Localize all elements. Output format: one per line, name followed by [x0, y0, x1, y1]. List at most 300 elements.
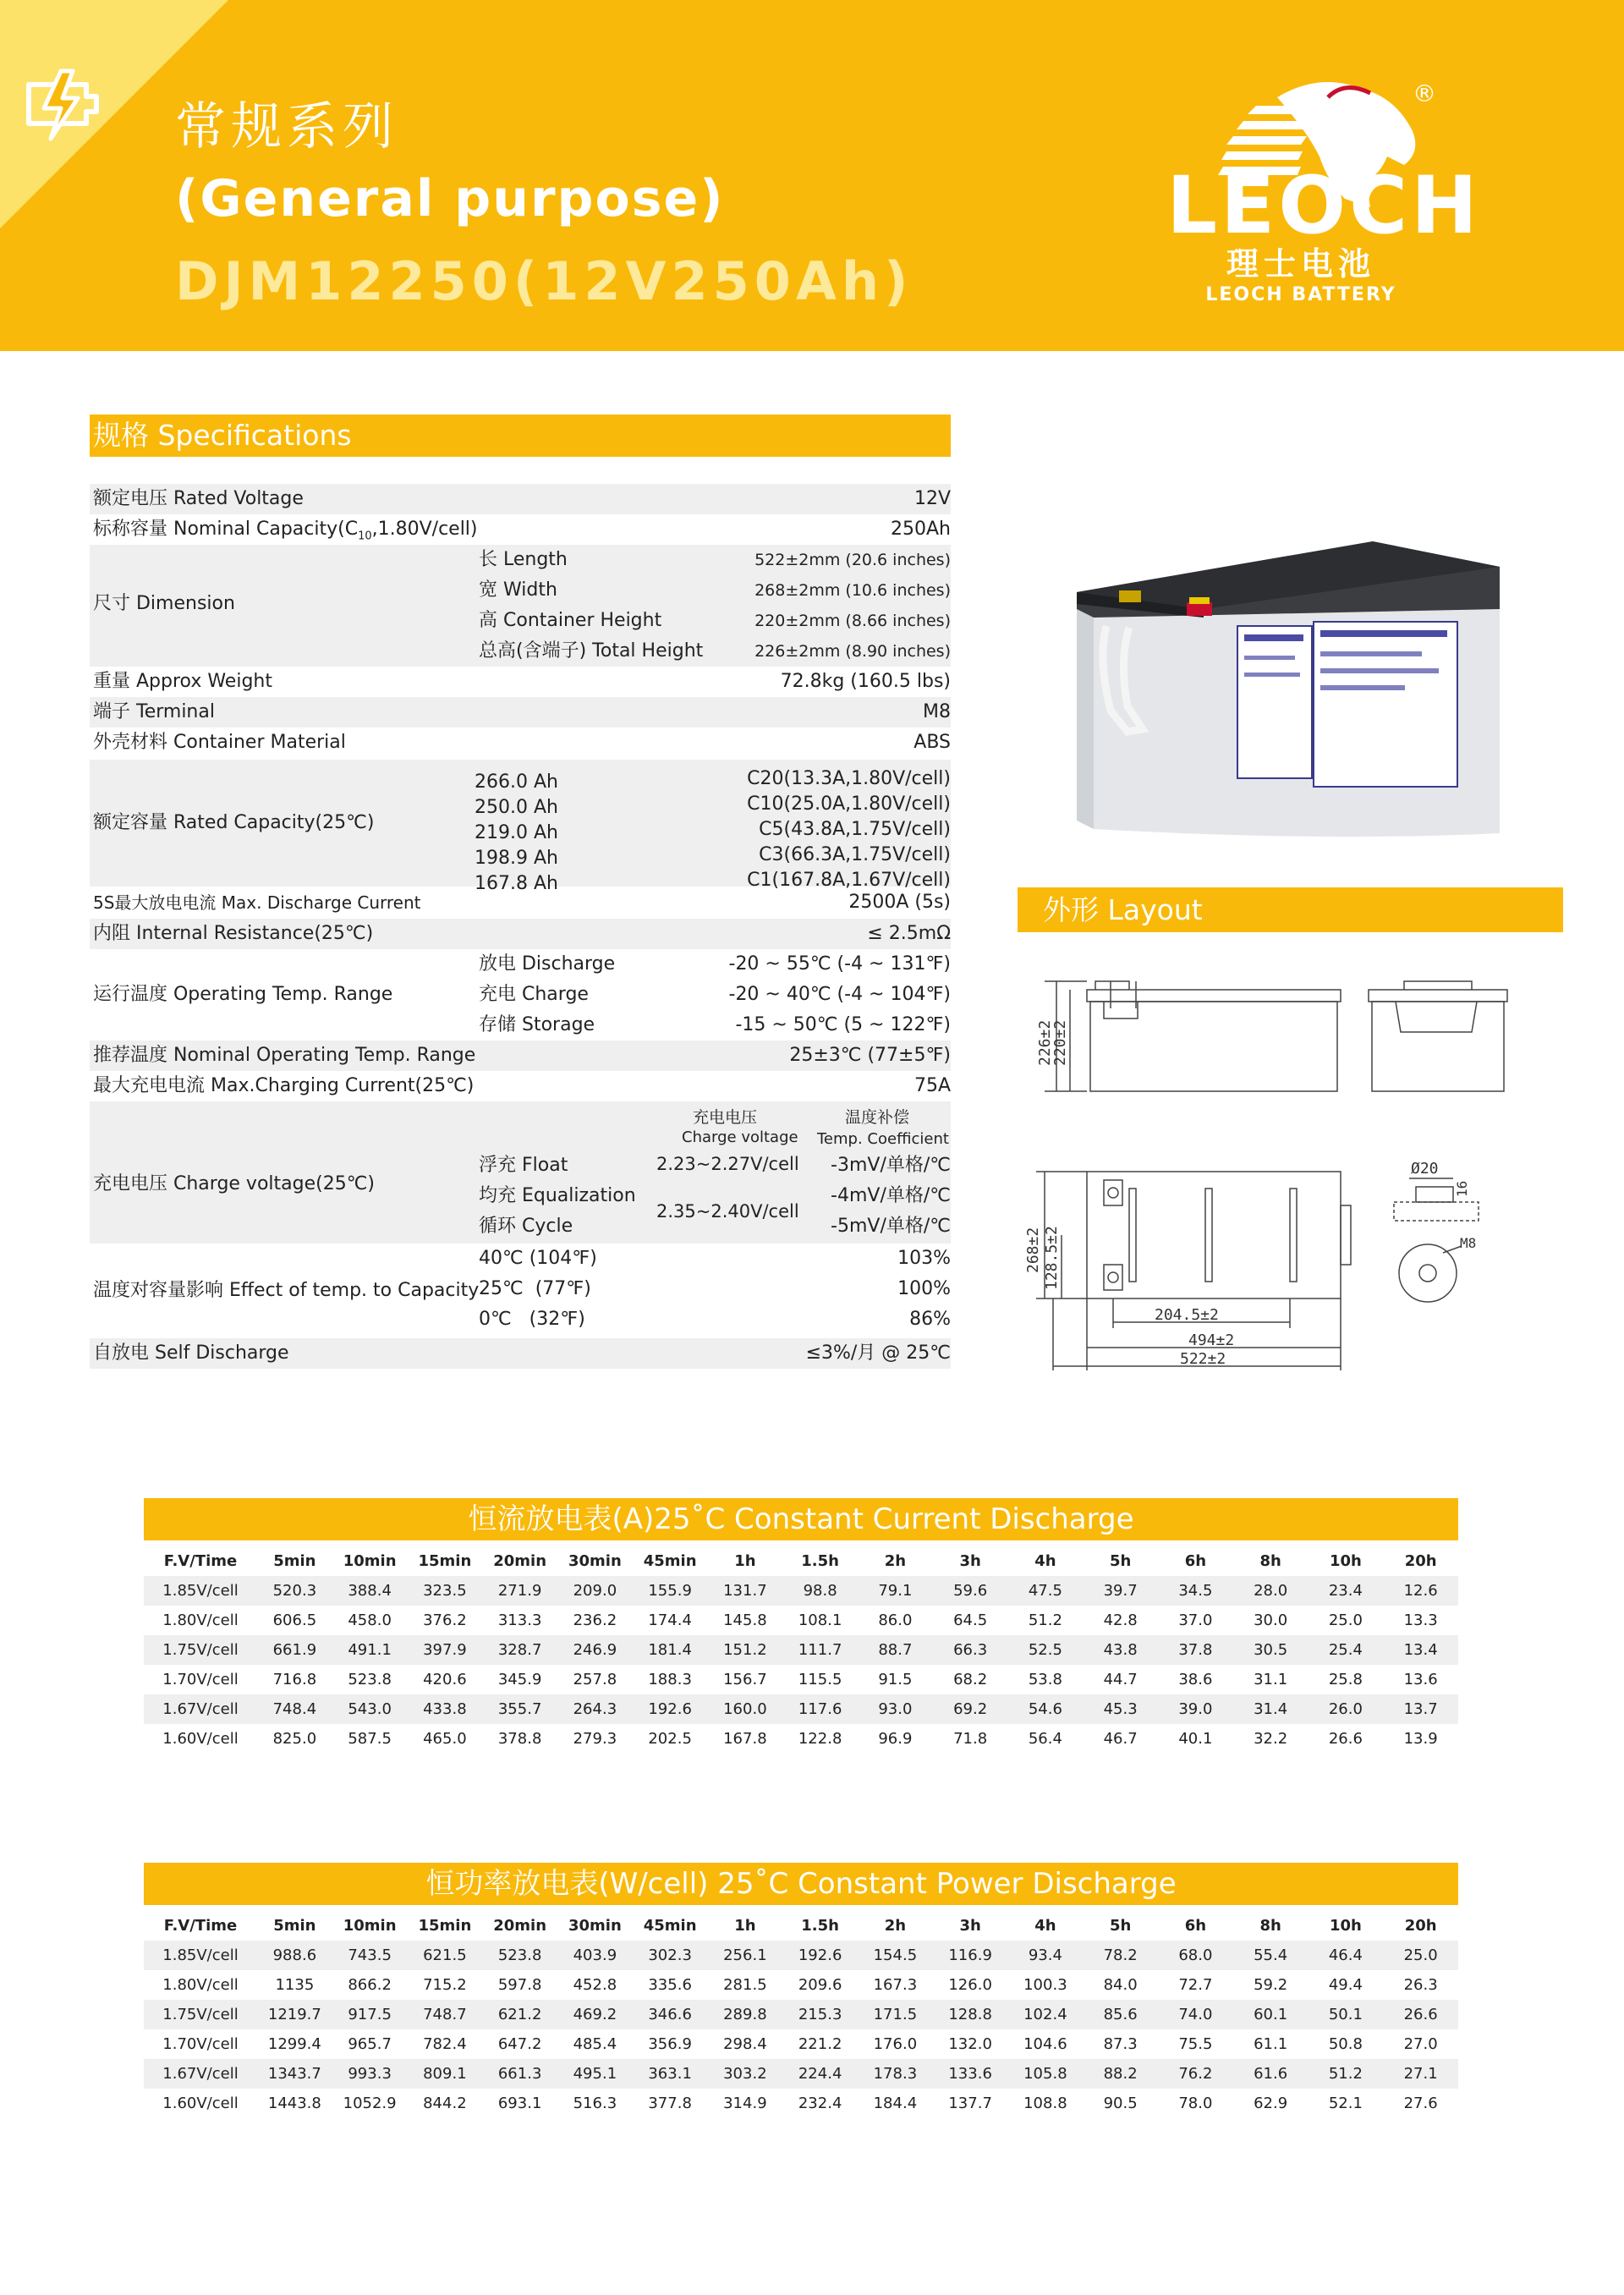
table-cell: 866.2 — [348, 1976, 392, 1994]
table-cell: 192.6 — [798, 1946, 842, 1964]
table-cell: 30.0 — [1254, 1611, 1288, 1629]
cycle-coef: -5mV/单格/℃ — [831, 1216, 951, 1237]
table-cell: 355.7 — [497, 1700, 542, 1718]
dim-container-height: 220±2 — [1051, 1019, 1069, 1066]
table-cell: 809.1 — [423, 2065, 467, 2083]
table-cell: 76.2 — [1178, 2065, 1213, 2083]
table-cell: 256.1 — [723, 1946, 767, 1964]
table-cell: 917.5 — [348, 2006, 392, 2023]
cycle-label: 循环 Cycle — [479, 1216, 573, 1237]
table-cell: 232.4 — [798, 2095, 842, 2112]
capacity-rate: C20(13.3A,1.80V/cell) — [747, 768, 951, 789]
spec-value: 2500A (5s) — [848, 892, 951, 913]
table-cell: 133.6 — [948, 2065, 992, 2083]
table-cell: 84.0 — [1103, 1976, 1138, 1994]
temp-coef-col-cn: 温度补偿 — [845, 1108, 910, 1127]
table-header-cell: F.V/Time — [163, 1917, 238, 1935]
table-cell: 621.2 — [497, 2006, 542, 2023]
table-cell: 79.1 — [878, 1582, 913, 1600]
table-cell: 965.7 — [348, 2035, 392, 2053]
table-row — [144, 1970, 1458, 2000]
spec-label: 端子 Terminal — [93, 701, 215, 722]
table-cell: 1.75V/cell — [162, 2006, 239, 2023]
spec-value: 75A — [914, 1075, 951, 1096]
table-cell: 621.5 — [423, 1946, 467, 1964]
table-header-cell: 4h — [1034, 1917, 1056, 1935]
table-header-cell: 10min — [343, 1917, 397, 1935]
float-coef: -3mV/单格/℃ — [831, 1155, 951, 1176]
table-cell: 606.5 — [272, 1611, 317, 1629]
dimension-height-label: 高 Container Height — [479, 610, 662, 631]
spec-label: 重量 Approx Weight — [93, 671, 272, 692]
table-cell: 1.70V/cell — [162, 2035, 239, 2053]
table-cell: 403.9 — [573, 1946, 617, 1964]
table-cell: 1.67V/cell — [162, 2065, 239, 2083]
table-cell: 87.3 — [1103, 2035, 1138, 2053]
table-cell: 160.0 — [723, 1700, 767, 1718]
brand-en: LEOCH BATTERY — [1205, 284, 1396, 305]
table-cell: 93.0 — [878, 1700, 913, 1718]
table-cell: 171.5 — [873, 2006, 918, 2023]
table-cell: 26.0 — [1328, 1700, 1363, 1718]
dimension-total-height-value: 226±2mm (8.90 inches) — [754, 642, 951, 661]
table-header-cell: 1.5h — [801, 1917, 839, 1935]
table-cell: 188.3 — [648, 1671, 692, 1688]
table-cell: 458.0 — [348, 1611, 392, 1629]
table-row — [144, 2059, 1458, 2089]
table-cell: 78.0 — [1178, 2095, 1213, 2112]
spec-value: 72.8kg (160.5 lbs) — [780, 671, 951, 692]
table-cell: 59.6 — [953, 1582, 988, 1600]
table-cell: 45.3 — [1103, 1700, 1138, 1718]
brand-wordmark: LEOCH — [1166, 160, 1481, 252]
table-row — [144, 1694, 1458, 1724]
table-cell: 661.9 — [272, 1641, 317, 1659]
dim-thread: M8 — [1460, 1235, 1477, 1251]
capacity-value: 266.0 Ah — [475, 771, 558, 793]
table-cell: 328.7 — [497, 1641, 542, 1659]
table-cell: 31.4 — [1254, 1700, 1288, 1718]
table-cell: 51.2 — [1328, 2065, 1363, 2083]
table-cell: 825.0 — [272, 1730, 317, 1748]
table-cell: 108.8 — [1023, 2095, 1067, 2112]
table-cell: 115.5 — [798, 1671, 842, 1688]
table-cell: 661.3 — [497, 2065, 542, 2083]
table-header-cell: 1.5h — [801, 1552, 839, 1570]
table-cell: 69.2 — [953, 1700, 988, 1718]
float-voltage: 2.23~2.27V/cell — [656, 1154, 799, 1174]
table-cell: 50.8 — [1328, 2035, 1363, 2053]
table-cell: 90.5 — [1103, 2095, 1138, 2112]
table-cell: 132.0 — [948, 2035, 992, 2053]
table-cell: 271.9 — [497, 1582, 542, 1600]
table-cell: 116.9 — [948, 1946, 992, 1964]
table-cell: 60.1 — [1254, 2006, 1288, 2023]
temp-effect-label: 40℃ (104℉) — [479, 1248, 597, 1269]
table-cell: 93.4 — [1028, 1946, 1062, 1964]
spec-label: 额定电压 Rated Voltage — [93, 488, 304, 509]
table-row — [144, 1576, 1458, 1606]
table-header-cell: 30min — [568, 1917, 622, 1935]
table-cell: 221.2 — [798, 2035, 842, 2053]
spec-value: 12V — [914, 488, 951, 509]
table-cell: 56.4 — [1028, 1730, 1062, 1748]
table-cell: 174.4 — [648, 1611, 692, 1629]
table-header-cell: 10h — [1329, 1917, 1362, 1935]
table-cell: 452.8 — [573, 1976, 617, 1994]
spec-row-operating-temp — [90, 949, 951, 1040]
table-cell: 52.5 — [1028, 1641, 1062, 1659]
table-header-cell: 5h — [1109, 1552, 1132, 1570]
table-cell: 420.6 — [423, 1671, 467, 1688]
top-view-drawing — [1019, 1155, 1374, 1375]
spec-label: 运行温度 Operating Temp. Range — [93, 984, 393, 1005]
table-cell: 1135 — [275, 1976, 315, 1994]
capacity-value: 250.0 Ah — [475, 797, 558, 818]
table-cell: 27.1 — [1403, 2065, 1438, 2083]
spec-label: 温度对容量影响 Effect of temp. to Capacity — [93, 1280, 480, 1301]
temp-charge-label: 充电 Charge — [479, 984, 589, 1005]
table-header-cell: 8h — [1259, 1552, 1281, 1570]
table-cell: 356.9 — [648, 2035, 692, 2053]
table-cell: 1343.7 — [267, 2065, 321, 2083]
series-title-cn: 常规系列 — [175, 97, 398, 156]
capacity-rate: C5(43.8A,1.75V/cell) — [759, 819, 951, 840]
table-cell: 748.7 — [423, 2006, 467, 2023]
spec-value: 25±3℃ (77±5℉) — [789, 1045, 951, 1066]
table-cell: 59.2 — [1254, 1976, 1288, 1994]
table-cell: 1.75V/cell — [162, 1641, 239, 1659]
table-cell: 26.6 — [1328, 1730, 1363, 1748]
table-cell: 91.5 — [878, 1671, 913, 1688]
table-cell: 96.9 — [878, 1730, 913, 1748]
table-cell: 47.5 — [1028, 1582, 1062, 1600]
dimension-width-value: 268±2mm (10.6 inches) — [754, 581, 951, 600]
spec-row-nominal-temp — [90, 1040, 951, 1071]
dim-inner-length: 494±2 — [1188, 1331, 1235, 1349]
table-cell: 105.8 — [1023, 2065, 1067, 2083]
layout-header: 外形 Layout — [1018, 887, 1563, 932]
table-cell: 31.1 — [1254, 1671, 1288, 1688]
table-cell: 13.3 — [1403, 1611, 1438, 1629]
table-cell: 155.9 — [648, 1582, 692, 1600]
table-cell: 46.4 — [1328, 1946, 1363, 1964]
table-header-row — [144, 1911, 1458, 1941]
table-cell: 181.4 — [648, 1641, 692, 1659]
table-cell: 345.9 — [497, 1671, 542, 1688]
series-title-en: (General purpose) — [175, 169, 725, 228]
table-header-cell: 45min — [643, 1552, 697, 1570]
spec-label: 额定容量 Rated Capacity(25℃) — [93, 812, 375, 833]
specifications-header: 规格 Specifications — [90, 415, 951, 457]
table-cell: 37.8 — [1178, 1641, 1213, 1659]
table-header-cell: 4h — [1034, 1552, 1056, 1570]
spec-label: 5S最大放电电流 Max. Discharge Current — [93, 892, 421, 913]
dimension-total-height-label: 总高(含端子) Total Height — [479, 640, 704, 662]
table-cell: 53.8 — [1028, 1671, 1062, 1688]
table-cell: 13.6 — [1403, 1671, 1438, 1688]
table-header-cell: F.V/Time — [163, 1552, 238, 1570]
table-row — [144, 1724, 1458, 1754]
spec-row-container — [90, 727, 951, 758]
temp-discharge-label: 放电 Discharge — [479, 953, 616, 975]
table-cell: 117.6 — [798, 1700, 842, 1718]
dim-total-height: 226±2 — [1036, 1019, 1054, 1066]
spec-row-rated-capacity — [90, 760, 951, 894]
table-row — [144, 1606, 1458, 1635]
spec-label: 充电电压 Charge voltage(25℃) — [93, 1173, 375, 1194]
table-cell: 289.8 — [723, 2006, 767, 2023]
spec-value: ≤3%/月 @ 25℃ — [805, 1342, 951, 1364]
dim-length: 522±2 — [1180, 1350, 1226, 1368]
dim-width: 268±2 — [1024, 1227, 1042, 1273]
table-cell: 215.3 — [798, 2006, 842, 2023]
spec-value: 250Ah — [891, 519, 951, 540]
table-cell: 1.80V/cell — [162, 1611, 239, 1629]
table-cell: 27.0 — [1403, 2035, 1438, 2053]
spec-row-max-discharge — [90, 887, 951, 919]
table-cell: 743.5 — [348, 1946, 392, 1964]
spec-row-terminal — [90, 697, 951, 727]
table-cell: 44.7 — [1103, 1671, 1138, 1688]
table-cell: 167.3 — [873, 1976, 918, 1994]
table-cell: 1299.4 — [267, 2035, 321, 2053]
table-header-cell: 10min — [343, 1552, 397, 1570]
table-cell: 131.7 — [723, 1582, 767, 1600]
table-cell: 176.0 — [873, 2035, 918, 2053]
table-cell: 30.5 — [1254, 1641, 1288, 1659]
spec-label: 自放电 Self Discharge — [93, 1342, 289, 1364]
table-cell: 13.7 — [1403, 1700, 1438, 1718]
spec-label: 外壳材料 Container Material — [93, 732, 346, 753]
spec-value: M8 — [923, 701, 951, 722]
table-cell: 397.9 — [423, 1641, 467, 1659]
spec-label: 标称容量 Nominal $Capacity(C_{10},1.80V/cell)$ — [93, 519, 478, 543]
table-header-cell: 6h — [1184, 1917, 1207, 1935]
table-cell: 257.8 — [573, 1671, 617, 1688]
table-cell: 281.5 — [723, 1976, 767, 1994]
table-cell: 523.8 — [497, 1946, 542, 1964]
capacity-rate: C10(25.0A,1.80V/cell) — [747, 793, 951, 815]
table-cell: 25.0 — [1328, 1611, 1363, 1629]
table-cell: 523.8 — [348, 1671, 392, 1688]
spec-row-temp-effect — [90, 1244, 951, 1337]
table-cell: 587.5 — [348, 1730, 392, 1748]
table-cell: 88.2 — [1103, 2065, 1138, 2083]
temp-effect-value: 100% — [897, 1278, 951, 1299]
table-cell: 313.3 — [497, 1611, 542, 1629]
temp-effect-value: 86% — [909, 1309, 951, 1330]
table-cell: 178.3 — [873, 2065, 918, 2083]
table-cell: 1.70V/cell — [162, 1671, 239, 1688]
table-row — [144, 1665, 1458, 1694]
table-cell: 137.7 — [948, 2095, 992, 2112]
table-cell: 88.7 — [878, 1641, 913, 1659]
table-cell: 693.1 — [497, 2095, 542, 2112]
table-cell: 236.2 — [573, 1611, 617, 1629]
temp-effect-label: 25℃ (77℉) — [479, 1278, 591, 1299]
table-cell: 128.8 — [948, 2006, 992, 2023]
capacity-value: 198.9 Ah — [475, 848, 558, 869]
spec-row-charge-voltage — [90, 1101, 951, 1244]
table-cell: 303.2 — [723, 2065, 767, 2083]
table-cell: 98.8 — [803, 1582, 837, 1600]
table-header-cell: 45min — [643, 1917, 697, 1935]
table-cell: 49.4 — [1328, 1976, 1363, 1994]
dimension-length-label: 长 Length — [479, 549, 568, 570]
table-cell: 647.2 — [497, 2035, 542, 2053]
table-cell: 993.3 — [348, 2065, 392, 2083]
table-cell: 26.6 — [1403, 2006, 1438, 2023]
spec-row-max-charging — [90, 1071, 951, 1101]
table-cell: 224.4 — [798, 2065, 842, 2083]
spec-row-nominal-capacity — [90, 514, 951, 545]
table-cell: 78.2 — [1103, 1946, 1138, 1964]
temp-effect-value: 103% — [897, 1248, 951, 1269]
table-cell: 145.8 — [723, 1611, 767, 1629]
battery-bolt-icon — [19, 66, 112, 142]
table-cell: 68.0 — [1178, 1946, 1213, 1964]
table-header-cell: 3h — [959, 1552, 981, 1570]
dim-diameter: Ø20 — [1411, 1160, 1439, 1178]
float-label: 浮充 Float — [479, 1155, 568, 1176]
table-cell: 39.0 — [1178, 1700, 1213, 1718]
constant-power-title: 恒功率放电表(W/cell) 25˚C Constant Power Discharge — [144, 1863, 1458, 1905]
table-cell: 68.2 — [953, 1671, 988, 1688]
table-row — [144, 2000, 1458, 2029]
spec-row-self-discharge — [90, 1338, 951, 1369]
table-header-cell: 1h — [734, 1552, 756, 1570]
table-header-cell: 5min — [273, 1552, 316, 1570]
terminal-detail-drawing — [1385, 1155, 1487, 1324]
table-cell: 715.2 — [423, 1976, 467, 1994]
capacity-rate: C1(167.8A,1.67V/cell) — [747, 870, 951, 891]
dim-terminal-height: 16 — [1454, 1180, 1470, 1197]
table-cell: 298.4 — [723, 2035, 767, 2053]
table-cell: 104.6 — [1023, 2035, 1067, 2053]
table-cell: 28.0 — [1254, 1582, 1288, 1600]
table-cell: 246.9 — [573, 1641, 617, 1659]
spec-label: 最大充电电流 Max.Charging Current(25℃) — [93, 1075, 475, 1096]
table-header-cell: 20min — [493, 1917, 547, 1935]
table-cell: 51.2 — [1028, 1611, 1062, 1629]
table-cell: 39.7 — [1103, 1582, 1138, 1600]
charge-voltage-col-en: Charge voltage — [682, 1128, 798, 1146]
table-header-cell: 5h — [1109, 1917, 1132, 1935]
table-cell: 782.4 — [423, 2035, 467, 2053]
table-cell: 748.4 — [272, 1700, 317, 1718]
table-cell: 32.2 — [1254, 1730, 1288, 1748]
table-cell: 209.0 — [573, 1582, 617, 1600]
cycle-voltage: 2.35~2.40V/cell — [656, 1201, 799, 1222]
brand-cn: 理士电池 — [1226, 245, 1376, 283]
table-cell: 376.2 — [423, 1611, 467, 1629]
table-header-cell: 20h — [1404, 1552, 1437, 1570]
table-header-cell: 1h — [734, 1917, 756, 1935]
dim-half-width: 128.5±2 — [1043, 1226, 1061, 1290]
table-row — [144, 1941, 1458, 1970]
table-cell: 102.4 — [1023, 2006, 1067, 2023]
table-cell: 61.6 — [1254, 2065, 1288, 2083]
table-cell: 302.3 — [648, 1946, 692, 1964]
table-cell: 13.4 — [1403, 1641, 1438, 1659]
table-cell: 156.7 — [723, 1671, 767, 1688]
table-cell: 988.6 — [272, 1946, 317, 1964]
table-cell: 66.3 — [953, 1641, 988, 1659]
table-cell: 377.8 — [648, 2095, 692, 2112]
table-cell: 279.3 — [573, 1730, 617, 1748]
table-cell: 323.5 — [423, 1582, 467, 1600]
spec-label: 尺寸 Dimension — [93, 593, 235, 614]
table-cell: 716.8 — [272, 1671, 317, 1688]
table-cell: 597.8 — [497, 1976, 542, 1994]
temp-effect-label: 0℃ (32℉) — [479, 1309, 585, 1330]
table-cell: 62.9 — [1254, 2095, 1288, 2112]
table-cell: 72.7 — [1178, 1976, 1213, 1994]
table-cell: 520.3 — [272, 1582, 317, 1600]
constant-current-title: 恒流放电表(A)25˚C Constant Current Discharge — [144, 1498, 1458, 1540]
table-cell: 314.9 — [723, 2095, 767, 2112]
dimension-width-label: 宽 Width — [479, 579, 557, 601]
table-header-cell: 5min — [273, 1917, 316, 1935]
table-cell: 192.6 — [648, 1700, 692, 1718]
spec-row-weight — [90, 667, 951, 697]
table-cell: 184.4 — [873, 2095, 918, 2112]
table-row — [144, 1635, 1458, 1665]
front-view-drawing — [1019, 964, 1391, 1108]
spec-value: ABS — [914, 732, 951, 753]
table-cell: 54.6 — [1028, 1700, 1062, 1718]
table-cell: 64.5 — [953, 1611, 988, 1629]
table-cell: 126.0 — [948, 1976, 992, 1994]
capacity-value: 167.8 Ah — [475, 873, 558, 894]
table-cell: 1.85V/cell — [162, 1582, 239, 1600]
table-header-cell: 15min — [418, 1917, 472, 1935]
dimension-length-value: 522±2mm (20.6 inches) — [754, 551, 951, 569]
table-cell: 1219.7 — [267, 2006, 321, 2023]
table-cell: 1052.9 — [343, 2095, 397, 2112]
table-header-cell: 8h — [1259, 1917, 1281, 1935]
temp-discharge-value: -20 ~ 55℃ (-4 ~ 131℉) — [728, 953, 951, 975]
table-cell: 52.1 — [1328, 2095, 1363, 2112]
side-view-drawing — [1362, 964, 1514, 1108]
table-cell: 1.60V/cell — [162, 1730, 239, 1748]
equalization-coef: -4mV/单格/℃ — [831, 1185, 951, 1206]
temp-storage-value: -15 ~ 50℃ (5 ~ 122℉) — [735, 1014, 951, 1035]
table-cell: 491.1 — [348, 1641, 392, 1659]
table-cell: 37.0 — [1178, 1611, 1213, 1629]
table-cell: 1.67V/cell — [162, 1700, 239, 1718]
temp-charge-value: -20 ~ 40℃ (-4 ~ 104℉) — [728, 984, 951, 1005]
table-cell: 42.8 — [1103, 1611, 1138, 1629]
spec-value: ≤ 2.5mΩ — [867, 923, 951, 944]
table-cell: 151.2 — [723, 1641, 767, 1659]
table-cell: 61.1 — [1254, 2035, 1288, 2053]
table-cell: 346.6 — [648, 2006, 692, 2023]
table-cell: 167.8 — [723, 1730, 767, 1748]
table-cell: 100.3 — [1023, 1976, 1067, 1994]
table-cell: 516.3 — [573, 2095, 617, 2112]
table-cell: 71.8 — [953, 1730, 988, 1748]
table-cell: 50.1 — [1328, 2006, 1363, 2023]
table-header-row — [144, 1546, 1458, 1576]
table-cell: 46.7 — [1103, 1730, 1138, 1748]
table-cell: 1.80V/cell — [162, 1976, 239, 1994]
table-cell: 154.5 — [873, 1946, 918, 1964]
table-cell: 55.4 — [1254, 1946, 1288, 1964]
table-cell: 363.1 — [648, 2065, 692, 2083]
table-cell: 40.1 — [1178, 1730, 1213, 1748]
